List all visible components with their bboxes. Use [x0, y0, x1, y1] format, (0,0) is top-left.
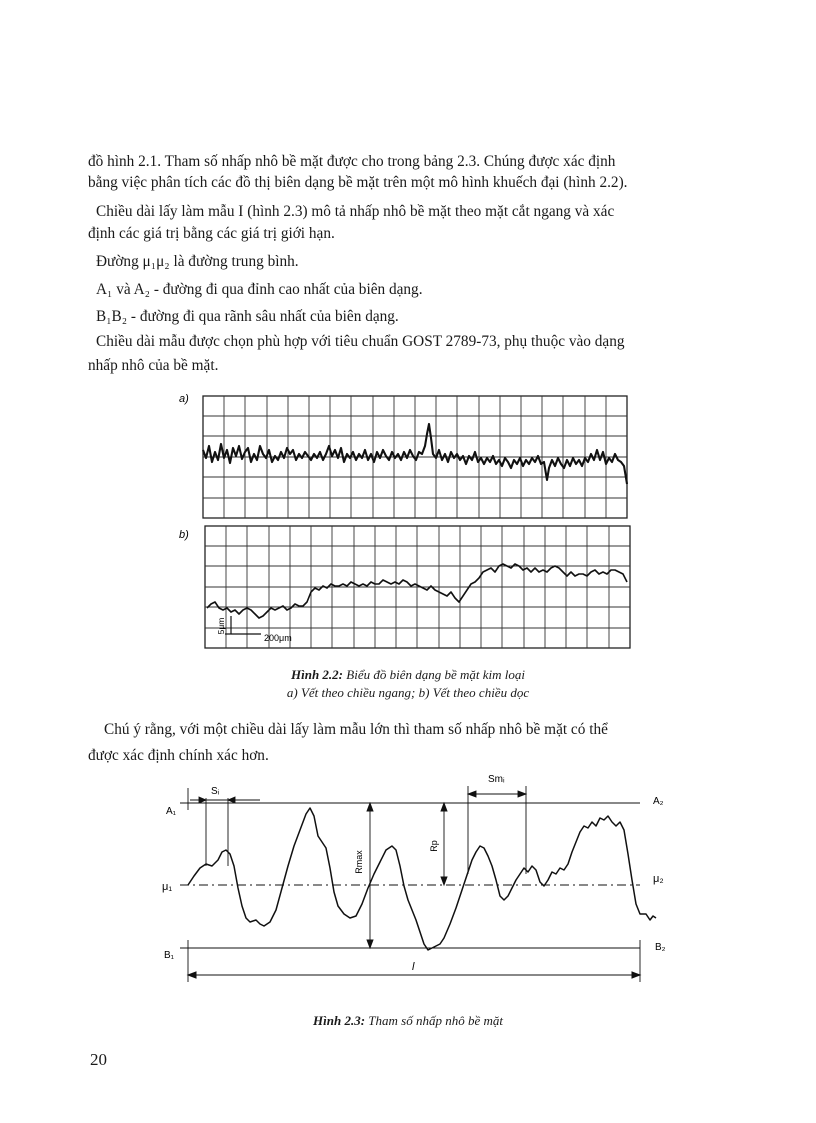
paragraph-3: Đường μ₁μ₂ là đường trung bình. — [96, 253, 299, 270]
figure-2-2 — [175, 388, 645, 656]
figure-2-2-caption-label: Hình 2.2: — [291, 667, 344, 682]
figure-2-3-caption-text: Tham số nhấp nhô bề mặt — [368, 1013, 503, 1028]
label-rp: Rp — [429, 840, 439, 852]
label-mu2: μ₂ — [653, 873, 664, 885]
page-number: 20 — [90, 1050, 107, 1069]
label-smi: Smᵢ — [488, 774, 505, 785]
label-si: Sᵢ — [211, 786, 220, 797]
panel-b-label: b) — [179, 529, 189, 541]
surface-profile — [188, 808, 656, 950]
si-dimension — [190, 797, 260, 866]
label-a2: A₂ — [653, 796, 664, 807]
paragraph-6-line-2: nhấp nhô của bề mặt. — [88, 357, 219, 374]
reference-lines — [180, 788, 640, 982]
label-a1: A₁ — [166, 806, 177, 817]
paragraph-2-line-2: định các giá trị bằng các giá trị giới hạn. — [88, 225, 335, 242]
figure-2-2-caption — [0, 666, 816, 684]
figure-2-2-subcaption: a) Vết theo chiều ngang; b) Vết theo chiều dọc — [286, 685, 530, 700]
smi-dimension — [468, 786, 526, 874]
label-rmax: Rmax — [354, 850, 364, 874]
paragraph-7-line-1: Chú ý rằng, với một chiều dài lấy làm mẫu lớn thì tham số nhấp nhô bề mặt có thể — [104, 721, 608, 738]
scale-vertical-label: 5μm — [216, 617, 226, 635]
paragraph-1-line-2: bằng việc phân tích các đồ thị biên dạng bề mặt trên một mô hình khuếch đại (hình 2.2). — [88, 174, 628, 191]
figure-2-2-caption-text: Biểu đồ biên dạng bề mặt kim loại — [346, 667, 525, 682]
paragraph-1-line-1: đồ hình 2.1. Tham số nhấp nhô bề mặt được cho trong bảng 2.3. Chúng được xác định — [88, 153, 616, 170]
paragraph-2-line-1: Chiều dài lấy làm mẫu I (hình 2.3) mô tả nhấp nhô bề mặt theo mặt cắt ngang và xác — [96, 203, 615, 220]
label-mu1: μ₁ — [162, 881, 173, 893]
scale-bar — [225, 616, 261, 634]
paragraph-5: B₁B₂ - đường đi qua rãnh sâu nhất của biên dạng. — [96, 308, 399, 325]
label-b2: B₂ — [655, 942, 666, 953]
paragraph-6-line-1: Chiều dài mẫu được chọn phù hợp với tiêu chuẩn GOST 2789-73, phụ thuộc vào dạng — [96, 333, 625, 350]
label-b1: B₁ — [164, 950, 175, 961]
rp-dimension — [441, 803, 447, 885]
panel-b-grid — [205, 526, 630, 648]
paragraph-7-line-2: được xác định chính xác hơn. — [88, 747, 269, 764]
paragraph-4: A₁ và A₂ - đường đi qua đỉnh cao nhất của biên dạng. — [96, 281, 423, 298]
panel-a-label: a) — [179, 393, 189, 405]
scale-horizontal-label: 200μm — [264, 633, 292, 643]
label-l: l — [412, 961, 415, 973]
figure-2-3 — [150, 770, 680, 992]
figure-2-3-caption — [0, 1012, 816, 1030]
figure-2-3-caption-label: Hình 2.3: — [313, 1013, 366, 1028]
rmax-dimension — [367, 803, 373, 948]
